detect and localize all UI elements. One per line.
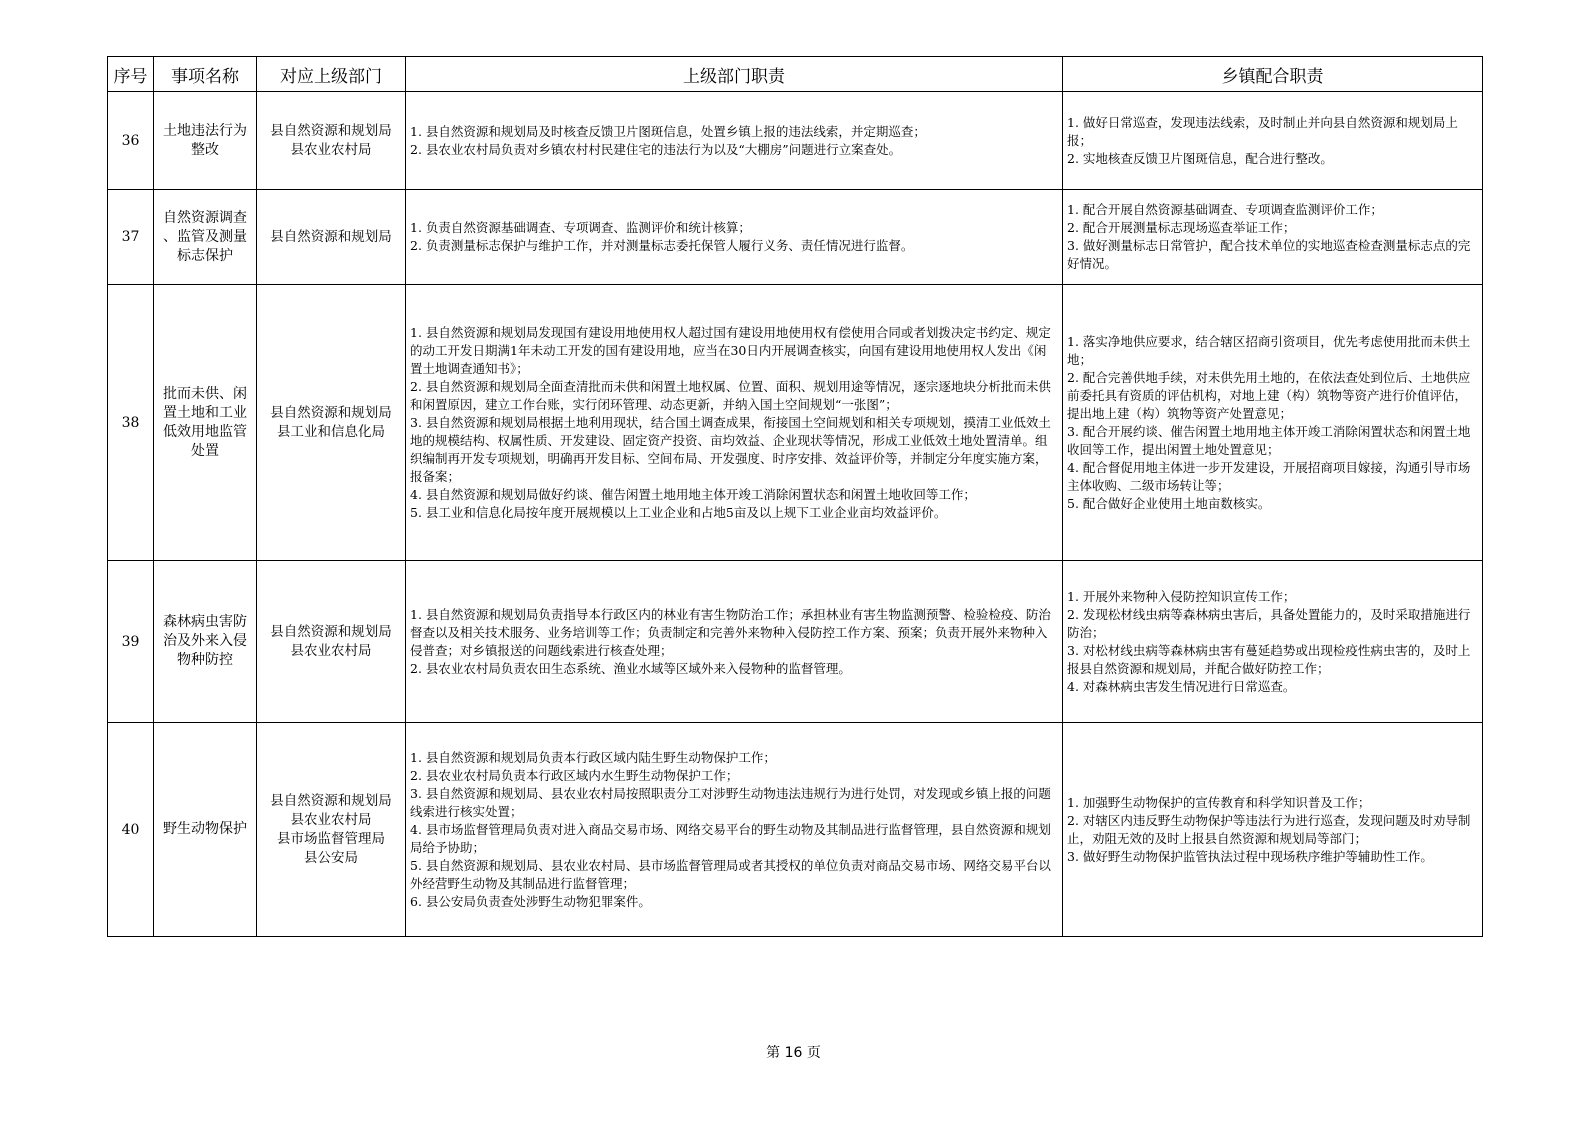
item-name-line: 野生动物保护 <box>163 821 247 837</box>
upper-duty <box>406 561 1063 723</box>
item-name-line: 标志保护 <box>177 247 233 264</box>
row-number: 39 <box>108 561 154 723</box>
table-row <box>108 561 1483 723</box>
duty-line: 1. 县自然资源和规划局发现国有建设用地使用权人超过国有建设用地使用权有偿使用合同或者划拨决定书约定、规定的动工开发日期满1年未动工开发的国有建设用地，应当在30日内开展调查核实，向国有建设用地使用权人发出《闲置土地调查通知书》； <box>410 324 1051 376</box>
duty-line: 2. 负责测量标志保护与维护工作，并对测量标志委托保管人履行义务、责任情况进行监督。 <box>410 238 914 253</box>
duty-line: 3. 县自然资源和规划局、县农业农村局按照职责分工对涉野生动物违法违规行为进行处罚，对发现或乡镇上报的问题线索进行核实处置； <box>410 785 1051 819</box>
duty-line: 3. 配合开展约谈、催告闲置土地用地主体开竣工消除闲置状态和闲置土地收回等工作，提出闲置土地处置意见； <box>1067 423 1471 457</box>
town-duty <box>1063 92 1483 190</box>
town-duty <box>1063 723 1483 937</box>
upper-dept <box>257 92 406 190</box>
item-name <box>154 723 257 937</box>
table-header-row <box>108 57 1483 92</box>
table-row <box>108 723 1483 937</box>
duty-line: 2. 配合开展测量标志现场巡查举证工作； <box>1067 220 1296 235</box>
item-name-line: 批而未供、闲 <box>163 385 247 402</box>
duty-line: 5. 县自然资源和规划局、县农业农村局、县市场监督管理局或者其授权的单位负责对商品交易市场、网络交易平台以外经营野生动物及其制品进行监督管理； <box>410 857 1051 891</box>
dept-line: 县自然资源和规划局 <box>270 404 392 421</box>
duty-line: 1. 县自然资源和规划局负责指导本行政区内的林业有害生物防治工作；承担林业有害生物监测预警、检验检疫、防治督查以及相关技术服务、业务培训等工作；负责制定和完善外来物种入侵防控工作方案、预案；负责开展外来物种入侵普查；对乡镇报送的问题线索进行核查处理； <box>410 606 1051 658</box>
item-name-line: 置土地和工业 <box>163 404 247 421</box>
item-name-line: 物种防控 <box>177 652 233 668</box>
upper-dept <box>257 285 406 561</box>
table-row <box>108 92 1483 190</box>
dept-line: 县自然资源和规划局 <box>270 792 392 809</box>
duty-line: 5. 县工业和信息化局按年度开展规模以上工业企业和占地5亩及以上规下工业企业亩均效益评价。 <box>410 504 947 520</box>
upper-duty <box>406 723 1063 937</box>
duty-line: 2. 发现松材线虫病等森林病虫害后，具备处置能力的，及时采取措施进行防治； <box>1067 606 1471 640</box>
town-duty <box>1063 285 1483 561</box>
duty-line: 1. 县自然资源和规划局及时核查反馈卫片图斑信息，处置乡镇上报的违法线索，并定期巡查； <box>410 123 926 139</box>
town-duty <box>1063 190 1483 285</box>
row-number: 37 <box>108 190 154 285</box>
item-name-line: 低效用地监管 <box>163 423 247 440</box>
header-upper-dept: 对应上级部门 <box>257 57 406 92</box>
row-number: 36 <box>108 92 154 190</box>
responsibility-table <box>107 56 1483 937</box>
header-upper-duty: 上级部门职责 <box>406 57 1063 92</box>
dept-line: 县农业农村局 <box>290 141 372 158</box>
dept-line: 县自然资源和规划局 <box>270 122 392 139</box>
duty-line: 1. 负责自然资源基础调查、专项调查、监测评价和统计核算； <box>410 220 751 235</box>
duty-line: 2. 县农业农村局负责本行政区域内水生野生动物保护工作； <box>410 767 739 783</box>
duty-line: 1. 做好日常巡查，发现违法线索，及时制止并向县自然资源和规划局上报； <box>1067 114 1458 148</box>
table-row <box>108 190 1483 285</box>
dept-line: 县自然资源和规划局 <box>270 228 392 245</box>
duty-line: 1. 开展外来物种入侵防控知识宣传工作； <box>1067 588 1296 604</box>
item-name-line: 整改 <box>191 141 219 158</box>
dept-line: 县公安局 <box>304 849 358 866</box>
duty-line: 2. 县自然资源和规划局全面查清批而未供和闲置土地权属、位置、面积、规划用途等情况，逐宗逐地块分析批而未供和闲置原因，建立工作台账，实行闭环管理、动态更新，并纳入国土空间规划“一张图”； <box>410 378 1051 412</box>
duty-line: 1. 配合开展自然资源基础调查、专项调查监测评价工作； <box>1067 202 1383 217</box>
duty-line: 6. 县公安局负责查处涉野生动物犯罪案件。 <box>410 893 651 909</box>
upper-dept <box>257 723 406 937</box>
item-name-line: 森林病虫害防 <box>163 614 247 630</box>
duty-line: 3. 对松材线虫病等森林病虫害有蔓延趋势或出现检疫性病虫害的，及时上报县自然资源和规划局，并配合做好防控工作； <box>1067 642 1471 676</box>
duty-line: 3. 做好野生动物保护监管执法过程中现场秩序维护等辅助性工作。 <box>1067 848 1433 864</box>
item-name-line: 、监管及测量 <box>163 228 247 245</box>
item-name <box>154 285 257 561</box>
item-name-line: 治及外来入侵 <box>163 633 247 649</box>
duty-line: 4. 县自然资源和规划局做好约谈、催告闲置土地用地主体开竣工消除闲置状态和闲置土地收回等工作； <box>410 486 976 502</box>
row-number: 38 <box>108 285 154 561</box>
duty-line: 2. 配合完善供地手续，对未供先用土地的，在依法查处到位后、土地供应前委托具有资质的评估机构，对地上建（构）筑物等资产进行价值评估，提出地上建（构）筑物等资产处置意见； <box>1067 369 1471 421</box>
page-number: 第 16 页 <box>766 1045 821 1061</box>
upper-duty <box>406 190 1063 285</box>
upper-dept <box>257 561 406 723</box>
header-seq: 序号 <box>108 57 154 92</box>
upper-duty <box>406 285 1063 561</box>
item-name-line: 处置 <box>191 442 219 459</box>
duty-line: 1. 落实净地供应要求，结合辖区招商引资项目，优先考虑使用批而未供土地； <box>1067 333 1471 367</box>
duty-line: 3. 做好测量标志日常管护，配合技术单位的实地巡查检查测量标志点的完好情况。 <box>1067 238 1471 271</box>
dept-line: 县工业和信息化局 <box>277 423 385 440</box>
duty-line: 5. 配合做好企业使用土地亩数核实。 <box>1067 495 1271 511</box>
item-name-line: 自然资源调查 <box>163 209 247 226</box>
duty-line: 4. 配合督促用地主体进一步开发建设，开展招商项目嫁接，沟通引导市场主体收购、二级市场转让等； <box>1067 459 1471 493</box>
duty-line: 4. 对森林病虫害发生情况进行日常巡查。 <box>1067 678 1296 694</box>
table-row <box>108 285 1483 561</box>
row-number: 40 <box>108 723 154 937</box>
duty-line: 2. 县农业农村局负责对乡镇农村村民建住宅的违法行为以及“大棚房”问题进行立案查处。 <box>410 141 902 157</box>
duty-line: 3. 县自然资源和规划局根据土地利用现状，结合国土调查成果，衔接国土空间规划和相关专项规划，摸清工业低效土地的规模结构、权属性质、开发建设、固定资产投资、亩均效益、企业现状等情况，形成工业低效土地处置清单。组织编制再开发专项规划，明确再开发目标、空间布局、开发强度、时序安排、效益评价等，并制定分年度实施方案，报备案； <box>410 414 1051 484</box>
duty-line: 2. 县农业农村局负责农田生态系统、渔业水域等区域外来入侵物种的监督管理。 <box>410 660 851 676</box>
item-name-line: 土地违法行为 <box>163 122 247 139</box>
item-name <box>154 561 257 723</box>
header-item-name: 事项名称 <box>154 57 257 92</box>
duty-line: 1. 县自然资源和规划局负责本行政区域内陆生野生动物保护工作； <box>410 749 776 765</box>
item-name <box>154 92 257 190</box>
dept-line: 县自然资源和规划局 <box>270 623 392 640</box>
dept-line: 县农业农村局 <box>290 811 372 828</box>
duty-line: 2. 对辖区内违反野生动物保护等违法行为进行巡查，发现问题及时劝导制止，劝阻无效的及时上报县自然资源和规划局等部门； <box>1067 812 1471 846</box>
town-duty <box>1063 561 1483 723</box>
dept-line: 县市场监督管理局 <box>277 830 385 847</box>
upper-duty <box>406 92 1063 190</box>
duty-line: 2. 实地核查反馈卫片图斑信息，配合进行整改。 <box>1067 150 1333 166</box>
dept-line: 县农业农村局 <box>290 642 372 659</box>
duty-line: 1. 加强野生动物保护的宣传教育和科学知识普及工作； <box>1067 794 1371 810</box>
upper-dept <box>257 190 406 285</box>
duty-line: 4. 县市场监督管理局负责对进入商品交易市场、网络交易平台的野生动物及其制品进行监督管理，县自然资源和规划局给予协助； <box>410 821 1051 855</box>
item-name <box>154 190 257 285</box>
header-town-duty: 乡镇配合职责 <box>1063 57 1483 92</box>
